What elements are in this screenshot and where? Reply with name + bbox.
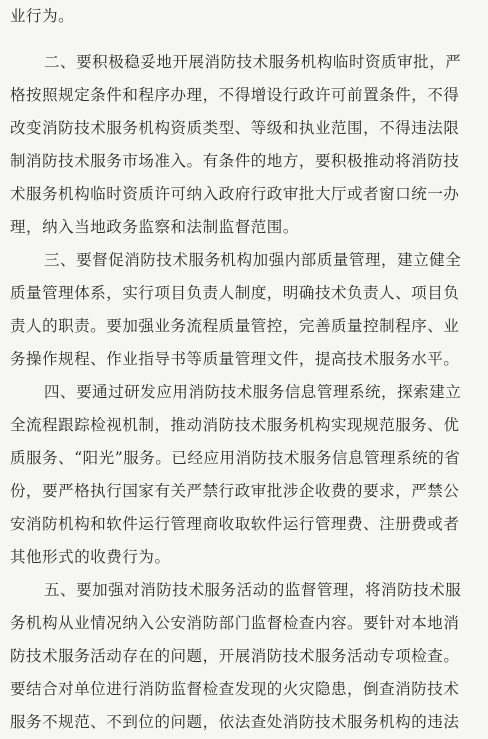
paragraph-3-line-1: 三、要督促消防技术服务机构加强内部质量管理，建立健全 (44, 251, 462, 269)
paragraph-2-line-3: 改变消防技术服务机构资质类型、等级和执业范围，不得违法限 (10, 119, 460, 137)
paragraph-2-line-4: 制消防技术服务市场准入。有条件的地方，要积极推动将消防技 (10, 152, 460, 170)
paragraph-3-line-3: 责人的职责。要加强业务流程质量管控，完善质量控制程序、业 (10, 317, 460, 335)
paragraph-4-line-5: 安消防机构和软件运行管理商收取软件运行管理费、注册费或者 (10, 515, 460, 533)
paragraph-2-line-1: 二、要积极稳妥地开展消防技术服务机构临时资质审批，严 (44, 53, 462, 71)
paragraph-4-line-1: 四、要通过研发应用消防技术服务信息管理系统，探索建立 (44, 383, 462, 401)
paragraph-2-line-6: 理，纳入当地政务监察和法制监督范围。 (10, 218, 299, 236)
paragraph-5-line-5: 服务不规范、不到位的问题，依法查处消防技术服务机构的违法 (10, 713, 460, 731)
paragraph-4-line-2: 全流程跟踪检视机制，推动消防技术服务机构实现规范服务、优 (10, 416, 460, 434)
paragraph-2-line-5: 术服务机构临时资质许可纳入政府行政审批大厅或者窗口统一办 (10, 185, 460, 203)
paragraph-3-line-4: 务操作规程、作业指导书等质量管理文件，提高技术服务水平。 (10, 350, 460, 368)
paragraph-2-line-2: 格按照规定条件和程序办理，不得增设行政许可前置条件，不得 (10, 86, 460, 104)
paragraph-5-line-3: 防技术服务活动存在的问题，开展消防技术服务活动专项检查。 (10, 647, 460, 665)
paragraph-5-line-4: 要结合对单位进行消防监督检查发现的火灾隐患，倒查消防技术 (10, 680, 460, 698)
paragraph-5-line-2: 务机构从业情况纳入公安消防部门监督检查内容。要针对本地消 (10, 614, 460, 632)
paragraph-4-line-6: 其他形式的收费行为。 (10, 548, 171, 566)
text-line-1: 业行为。 (10, 7, 75, 25)
paragraph-4-line-3: 质服务、“阳光”服务。已经应用消防技术服务信息管理系统的省 (10, 449, 461, 467)
paragraph-5-line-1: 五、要加强对消防技术服务活动的监督管理，将消防技术服 (44, 581, 462, 599)
paragraph-4-line-4: 份，要严格执行国家有关严禁行政审批涉企收费的要求，严禁公 (10, 482, 460, 500)
paragraph-3-line-2: 质量管理体系，实行项目负责人制度，明确技术负责人、项目负 (10, 284, 460, 302)
